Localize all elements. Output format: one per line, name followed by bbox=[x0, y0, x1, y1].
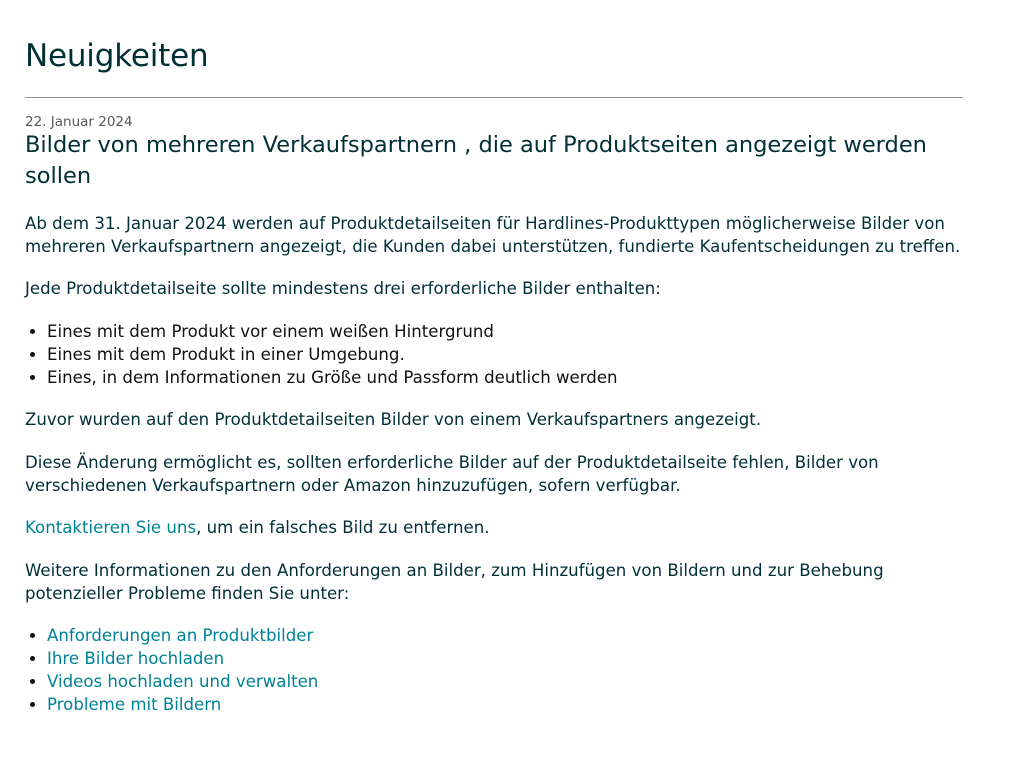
upload-images-link[interactable]: Ihre Bilder hochladen bbox=[47, 649, 225, 669]
contact-us-link[interactable]: Kontaktieren Sie uns bbox=[25, 518, 197, 538]
contact-text: , um ein falsches Bild zu entfernen. bbox=[196, 518, 490, 538]
required-images-list bbox=[25, 321, 963, 389]
list-item: • Eines mit dem Produkt in einer Umgebung. bbox=[47, 344, 963, 367]
list-item: • Eines, in dem Informationen zu Größe und Passform deutlich werden bbox=[47, 367, 963, 390]
product-image-requirements-link[interactable]: Anforderungen an Produktbilder bbox=[47, 626, 314, 646]
list-item bbox=[47, 625, 963, 648]
list-item bbox=[47, 648, 963, 671]
more-info-paragraph: Weitere Informationen zu den Anforderungen an Bilder, zum Hinzufügen von Bildern und zur Behebung potenzieller Probleme finden Sie unter: bbox=[25, 561, 884, 603]
requirement-paragraph: Jede Produktdetailseite sollte mindestens drei erforderliche Bilder enthalten: bbox=[25, 279, 661, 299]
previous-paragraph: Zuvor wurden auf den Produktdetailseiten Bilder von einem Verkaufspartners angezeigt. bbox=[25, 410, 762, 430]
news-title: Bilder von mehreren Verkaufspartnern , die auf Produktseiten angezeigt werden sollen bbox=[25, 132, 927, 189]
list-item bbox=[47, 694, 963, 717]
page-title: Neuigkeiten bbox=[25, 38, 209, 74]
list-item bbox=[47, 671, 963, 694]
list-item: • Eines mit dem Produkt vor einem weißen Hintergrund bbox=[47, 321, 963, 344]
change-paragraph: Diese Änderung ermöglicht es, sollten erforderliche Bilder auf der Produktdetailseite fehlen, Bilder von verschiedenen Verkaufspartnern oder Amazon hinzuzufügen, sofern verfügbar. bbox=[25, 452, 879, 495]
news-date: 22. Januar 2024 bbox=[25, 114, 133, 130]
title-divider bbox=[25, 97, 963, 98]
intro-paragraph: Ab dem 31. Januar 2024 werden auf Produktdetailseiten für Hardlines-Produkttypen möglicherweise Bilder von mehreren Verkaufspartnern angezeigt, die Kunden dabei unterstützen, fundierte Kaufentscheidungen zu treffen. bbox=[25, 214, 961, 256]
news-body bbox=[25, 213, 963, 736]
contact-paragraph bbox=[25, 517, 963, 540]
manage-videos-link[interactable]: Videos hochladen und verwalten bbox=[47, 671, 319, 691]
image-problems-link[interactable]: Probleme mit Bildern bbox=[47, 694, 222, 714]
help-links-list bbox=[25, 625, 963, 716]
